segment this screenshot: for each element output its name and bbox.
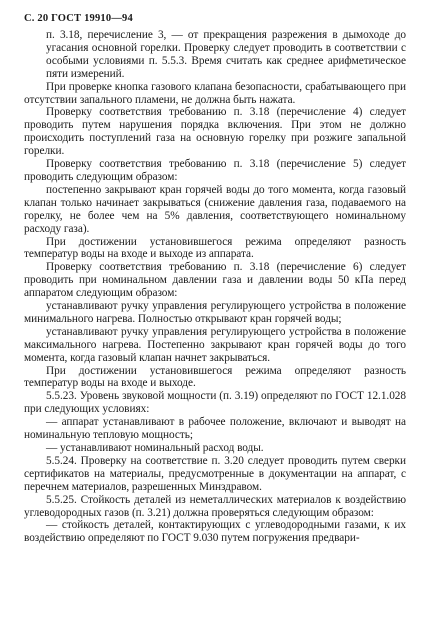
paragraph: п. 3.18, перечисление 3, — от прекращения разрежения в дымоходе до угасания основной горелки. Проверку следует проводить в соответствии с особыми условиями п. 5.5.3. Время считать как среднее арифметическое пяти измерений. — [46, 29, 406, 80]
section-paragraph: 5.5.24. Проверку на соответствие п. 3.20 следует проводить путем сверки сертификатов на материалы, предусмотренные в документации на аппарат, с перечнем материалов, разрешенных Минздравом. — [24, 454, 406, 493]
paragraph: устанавливают ручку управления регулирующего устройства в положение максимального нагрева. Постепенно закрывают кран горячей воды до того момента, когда газовый клапан начнет закрываться. — [24, 325, 406, 364]
paragraph: — аппарат устанавливают в рабочее положение, включают и выводят на номинальную тепловую мощность; — [24, 416, 406, 442]
paragraph: Проверку соответствия требованию п. 3.18 (перечисление 6) следует проводить при номинальном давлении газа и давлении воды 50 кПа перед аппаратом следующим образом: — [24, 261, 406, 300]
paragraph: постепенно закрывают кран горячей воды до того момента, когда газовый клапан только начинает закрываться (снижение давления газа, подаваемого на горелку, не более чем на 5% давления, соответствующего номинальному расходу газа). — [24, 183, 406, 235]
paragraph: Проверку соответствия требованию п. 3.18 (перечисление 5) следует проводить следующим образом: — [24, 158, 406, 183]
paragraph: При достижении установившегося режима определяют разность температур воды на входе и выходе из аппарата. — [24, 235, 406, 261]
section-paragraph: 5.5.25. Стойкость деталей из неметаллических материалов к воздействию углеводородных газов (п. 3.21) должна проверяться следующим образом: — [24, 493, 406, 519]
paragraph: При достижении установившегося режима определяют разность температур воды на входе и выходе. — [24, 364, 406, 390]
paragraph: При проверке кнопка газового клапана безопасности, срабатывающего при отсутствии запального пламени, не должна быть нажата. — [24, 80, 406, 106]
page-header: С. 20 ГОСТ 19910—94 — [24, 13, 133, 24]
paragraph: Проверку соответствия требованию п. 3.18 (перечисление 4) следует проводить путем нарушения порядка включения. При этом не должно происходить поступлений газа на основную горелку при розжиге запальной горелки. — [24, 106, 406, 158]
paragraph: устанавливают ручку управления регулирующего устройства в положение минимального нагрева. Полностью открывают кран горячей воды; — [24, 300, 406, 325]
paragraph: — устанавливают номинальный расход воды. — [46, 442, 264, 454]
paragraph: — стойкость деталей, контактирующих с углеводородными газами, к их воздействию определяют по ГОСТ 9.030 путем погружения предвари- — [24, 519, 406, 545]
section-paragraph: 5.5.23. Уровень звуковой мощности (п. 3.19) определяют по ГОСТ 12.1.028 при следующих условиях: — [24, 390, 406, 416]
document-body — [24, 29, 406, 545]
